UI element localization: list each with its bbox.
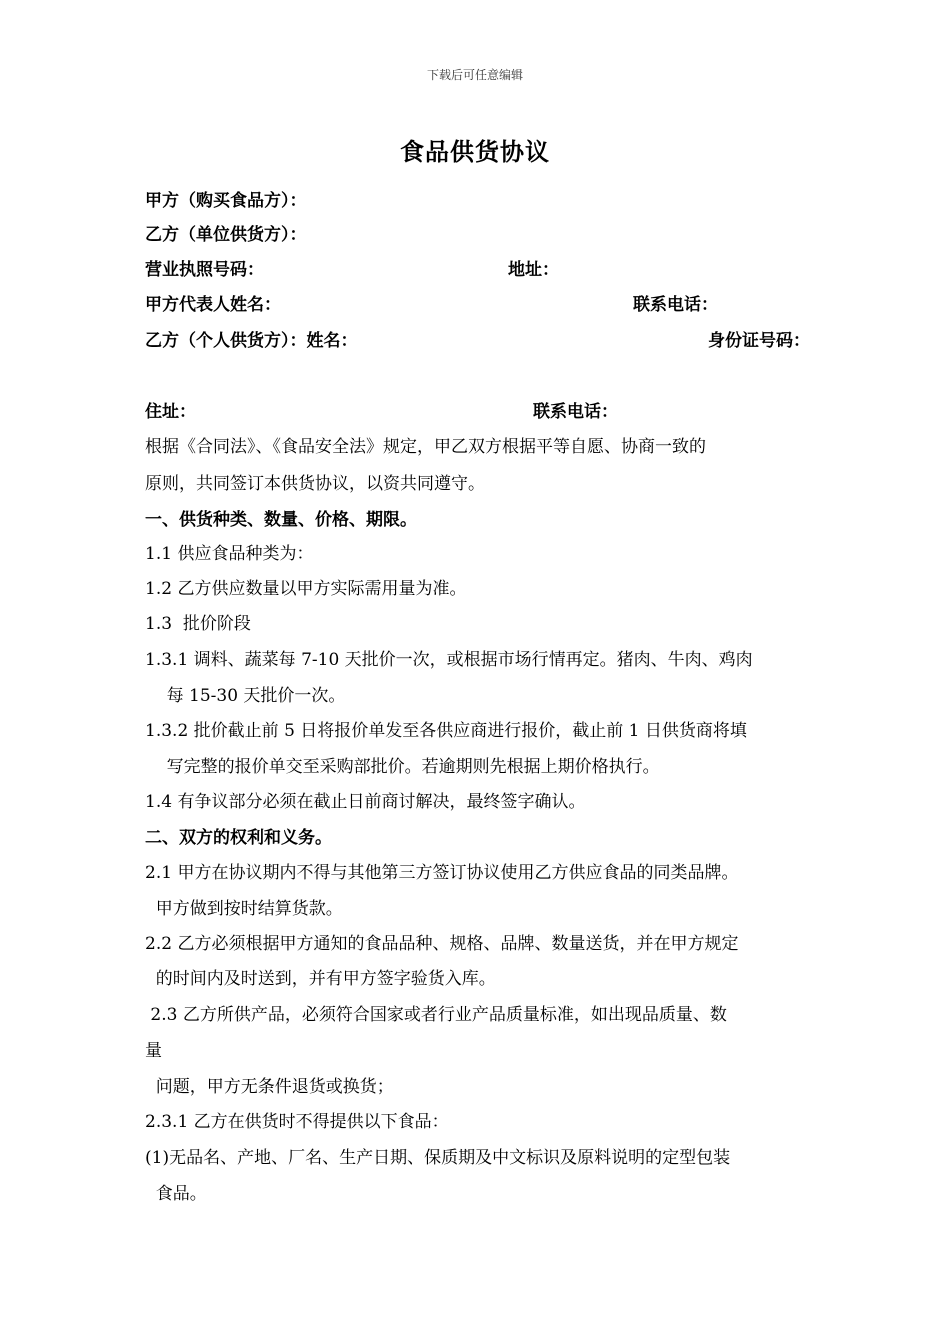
residence-field: 住址：	[145, 402, 196, 422]
party-b-person-field: 乙方（个人供货方）：姓名：	[145, 331, 358, 351]
id-number-field: 身份证号码：	[708, 331, 810, 351]
body-line: 1.2 乙方供应数量以甲方实际需用量为准。	[145, 579, 467, 599]
body-line: 1.1 供应食品种类为：	[145, 544, 314, 564]
body-line: 每 15-30 天批价一次。	[145, 686, 346, 706]
contact-phone-field-1: 联系电话：	[633, 295, 718, 315]
body-line: 1.3.2 批价截止前 5 日将报价单发至各供应商进行报价，截止前 1 日供货商将填	[145, 721, 747, 741]
contact-phone-field-2: 联系电话：	[533, 402, 618, 422]
body-line: 根据《合同法》、《食品安全法》规定，甲乙双方根据平等自愿、协商一致的	[145, 437, 706, 457]
body-line: 1.4 有争议部分必须在截止日前商讨解决，最终签字确认。	[145, 792, 586, 812]
body-line: 2.2 乙方必须根据甲方通知的食品品种、规格、品牌、数量送货，并在甲方规定	[145, 934, 739, 954]
party-a-rep-field: 甲方代表人姓名：	[145, 295, 281, 315]
body-line: 食品。	[145, 1184, 207, 1204]
header-note: 下载后可任意编辑	[426, 68, 523, 82]
license-number-field: 营业执照号码：	[145, 260, 264, 280]
body-line: 2.3 乙方所供产品，必须符合国家或者行业产品质量标准，如出现品质量、数	[145, 1005, 727, 1025]
document-title: 食品供货协议	[400, 137, 550, 166]
body-line: 量	[145, 1041, 162, 1061]
party-a-field: 甲方（购买食品方）：	[145, 191, 307, 211]
body-line: 原则，共同签订本供货协议，以资共同遵守。	[145, 474, 485, 494]
body-line: 问题，甲方无条件退货或换货；	[145, 1077, 394, 1097]
body-line: 1.3 批价阶段	[145, 614, 251, 634]
body-line: 甲方做到按时结算货款。	[145, 899, 343, 919]
body-line: 的时间内及时送到，并有甲方签字验货入库。	[145, 969, 496, 989]
body-line: (1)无品名、产地、厂名、生产日期、保质期及中文标识及原料说明的定型包装	[145, 1148, 731, 1168]
section-heading: 二、双方的权利和义务。	[145, 828, 332, 848]
body-line: 2.3.1 乙方在供货时不得提供以下食品：	[145, 1112, 449, 1132]
body-line: 2.1 甲方在协议期内不得与其他第三方签订协议使用乙方供应食品的同类品牌。	[145, 863, 739, 883]
body-line: 写完整的报价单交至采购部批价。若逾期则先根据上期价格执行。	[145, 757, 660, 777]
address-field: 地址：	[508, 260, 559, 280]
party-b-unit-field: 乙方（单位供货方）：	[145, 225, 307, 245]
section-heading: 一、供货种类、数量、价格、期限。	[145, 510, 417, 530]
body-line: 1.3.1 调料、蔬菜每 7-10 天批价一次，或根据市场行情再定。猪肉、牛肉、鸡肉	[145, 650, 753, 670]
